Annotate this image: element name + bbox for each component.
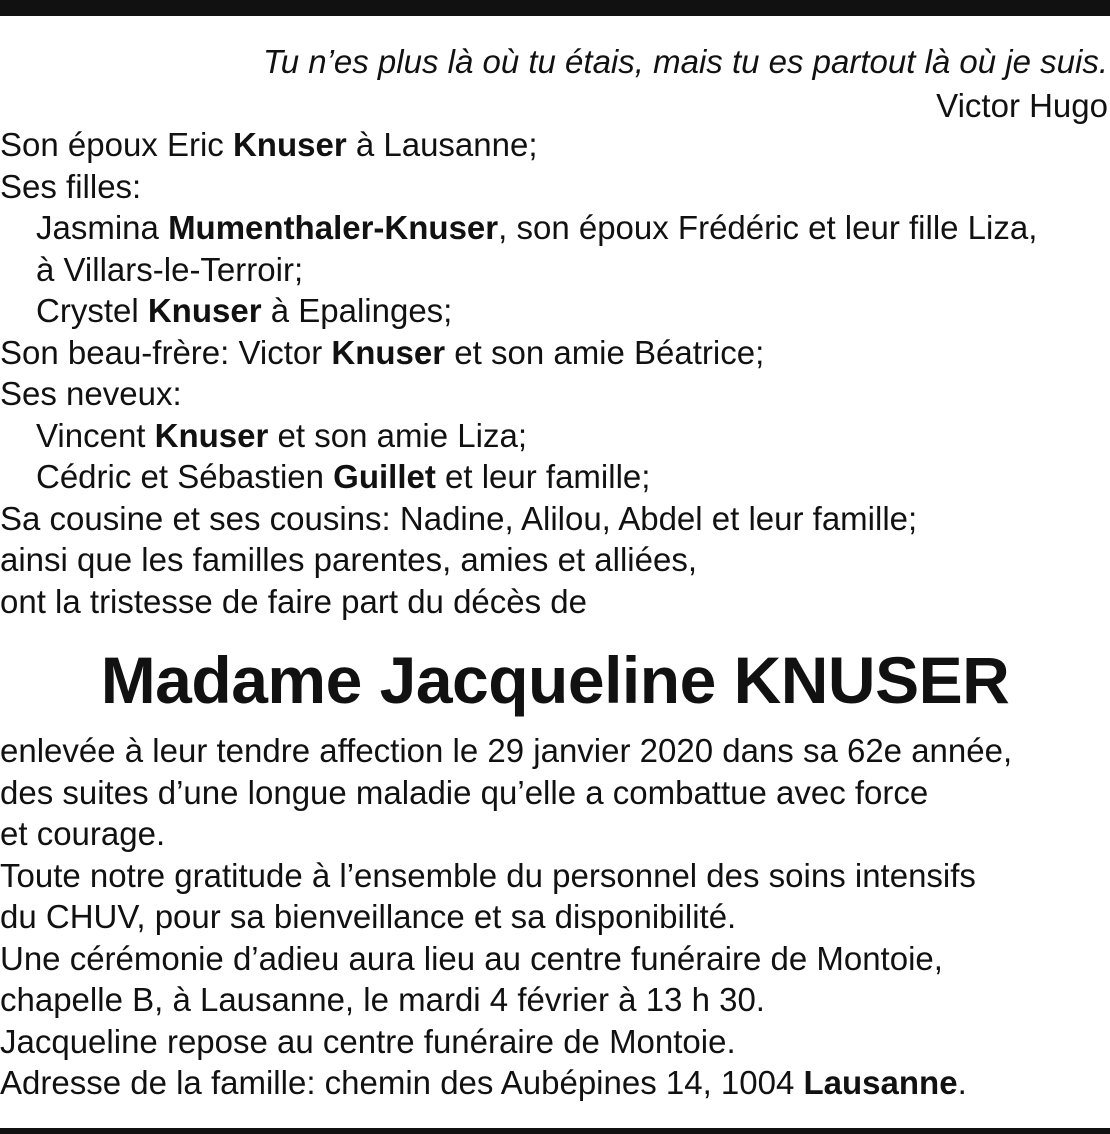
daughter-line-continued: à Villars-le-Terroir;: [36, 250, 304, 288]
surname: Knuser: [147, 292, 262, 329]
cousins-line: Sa cousine et ses cousins: Nadine, Alilou, Abdel et leur famille;: [0, 499, 918, 537]
daughters-heading: Ses filles:: [0, 167, 142, 205]
family-list: [0, 124, 1110, 622]
nephews-heading: Ses neveux:: [0, 375, 182, 412]
body-line: Une cérémonie d’adieu aura lieu au centre funéraire de Montoie,: [0, 939, 943, 977]
surname: Knuser: [232, 126, 347, 163]
top-rule: [0, 0, 1110, 16]
deceased-name: Madame Jacqueline KNUSER: [100, 643, 1010, 717]
brother-in-law-line: Son beau-frère: Victor Knuser et son amie Béatrice;: [0, 333, 765, 371]
bottom-rule: [0, 1128, 1110, 1134]
announcement-line: ont la tristesse de faire part du décès de: [0, 582, 588, 620]
surname: Guillet: [333, 458, 436, 495]
quote-text: Tu n’es plus là où tu étais, mais tu es partout là où je suis.: [263, 43, 1108, 80]
body-line: enlevée à leur tendre affection le 29 janvier 2020 dans sa 62e année,: [0, 732, 1013, 769]
address-line: Adresse de la famille: chemin des Aubépines 14, 1004 Lausanne.: [0, 1064, 967, 1101]
daughter-line: Crystel Knuser à Epalinges;: [36, 292, 453, 329]
surname: Knuser: [331, 333, 446, 371]
body-line: chapelle B, à Lausanne, le mardi 4 février à 13 h 30.: [0, 981, 765, 1018]
quote-author: Victor Hugo: [936, 87, 1108, 124]
nephew-line: Vincent Knuser et son amie Liza;: [36, 416, 527, 454]
nephew-line: Cédric et Sébastien Guillet et leur famille;: [36, 458, 651, 495]
city: Lausanne: [803, 1064, 958, 1101]
surname: Knuser: [154, 416, 269, 454]
body-line: du CHUV, pour sa bienveillance et sa disponibilité.: [0, 898, 737, 935]
body-line: des suites d’une longue maladie qu’elle a combattue avec force: [0, 773, 929, 811]
epigraph: [263, 40, 1108, 128]
daughter-line: Jasmina Mumenthaler-Knuser, son époux Frédéric et leur fille Liza,: [36, 209, 1038, 246]
body-line: Toute notre gratitude à l’ensemble du personnel des soins intensifs: [0, 856, 976, 894]
body-line: et courage.: [0, 815, 166, 852]
spouse-line: Son époux Eric Knuser à Lausanne;: [0, 126, 538, 163]
surname: Mumenthaler-Knuser: [168, 209, 499, 246]
body-line: Jacqueline repose au centre funéraire de Montoie.: [0, 1022, 736, 1060]
families-line: ainsi que les familles parentes, amies et alliées,: [0, 541, 698, 578]
obituary-body: [0, 730, 1110, 1104]
